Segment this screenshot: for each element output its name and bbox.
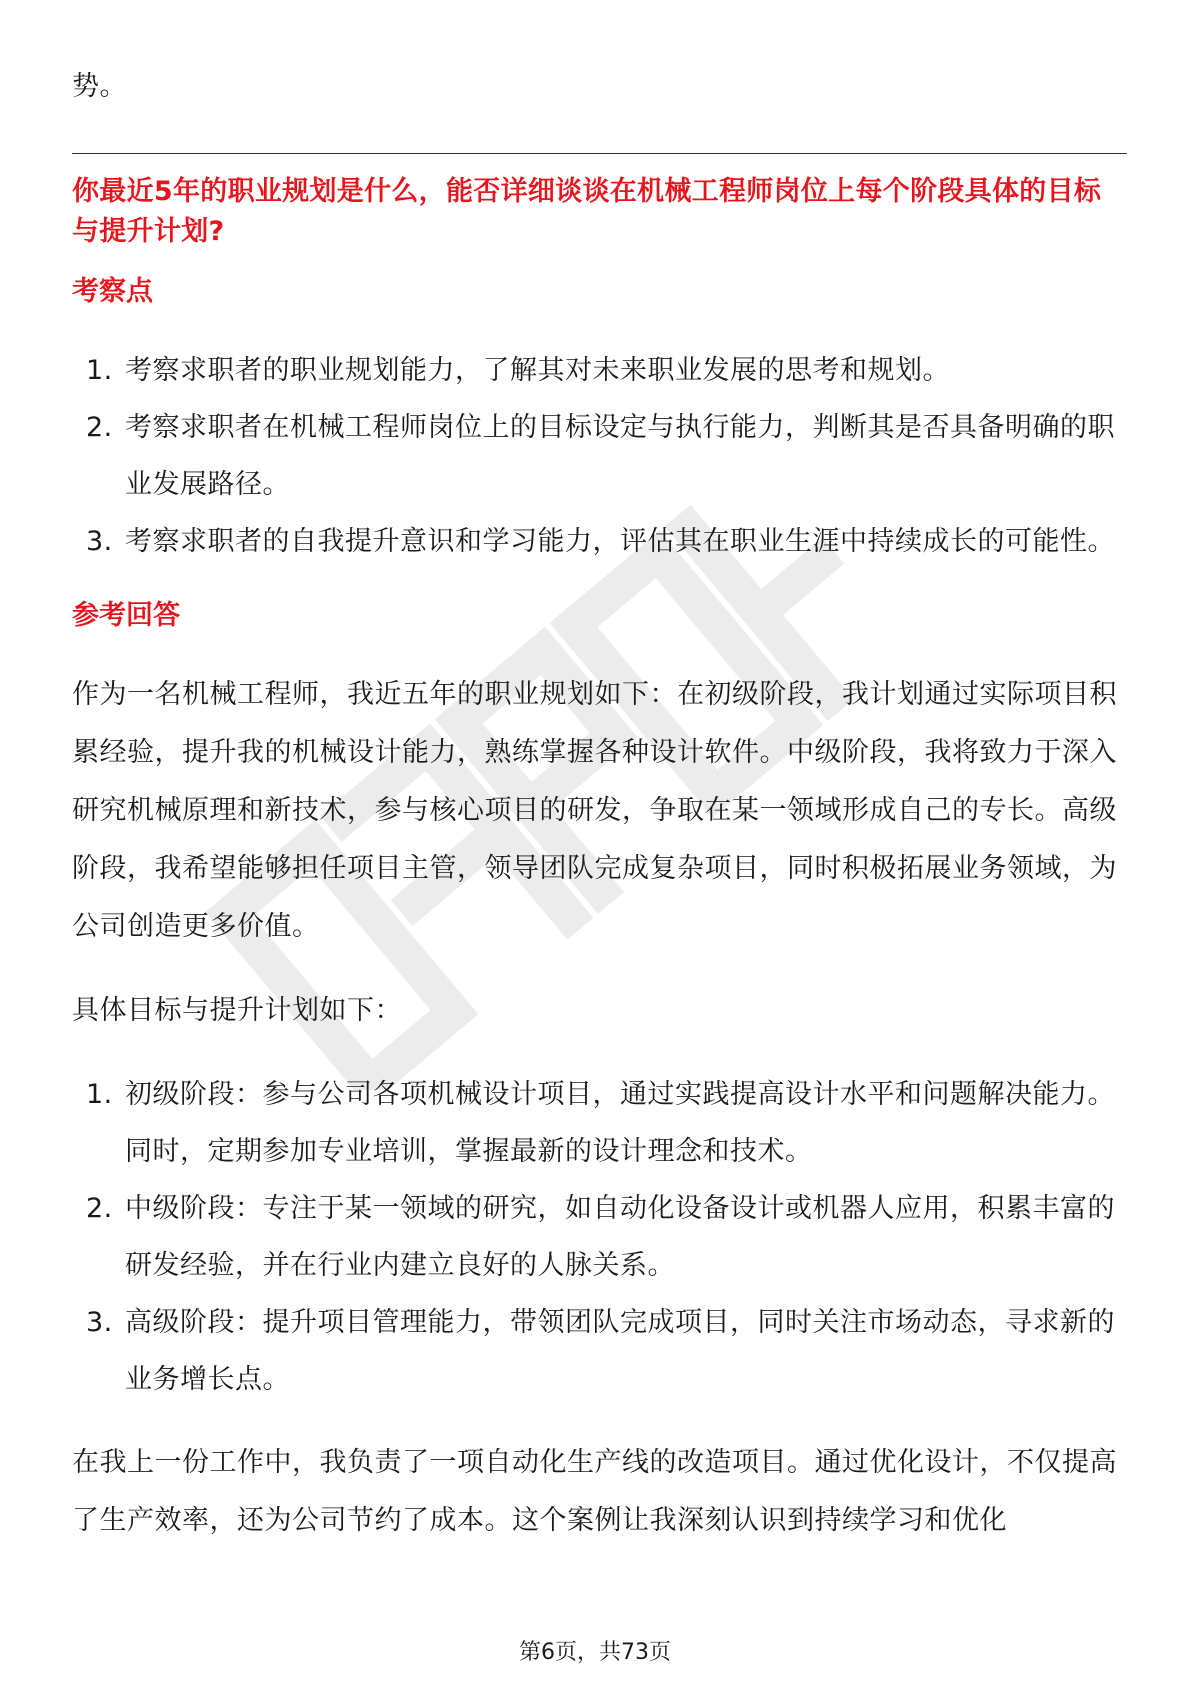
section-divider	[72, 153, 1127, 154]
list-item	[72, 342, 1127, 399]
list-number: 2.	[86, 1193, 113, 1224]
list-item	[72, 1066, 1127, 1180]
list-item-text: 初级阶段：参与公司各项机械设计项目，通过实践提高设计水平和问题解决能力。同时，定期参加专业培训，掌握最新的设计理念和技术。	[125, 1079, 1115, 1167]
list-item-text: 考察求职者的职业规划能力，了解其对未来职业发展的思考和规划。	[125, 355, 950, 386]
list-number: 1.	[86, 355, 113, 386]
list-item	[72, 513, 1127, 570]
examine-heading: 考察点	[72, 276, 153, 307]
list-item-text: 考察求职者在机械工程师岗位上的目标设定与执行能力，判断其是否具备明确的职业发展路径。	[125, 412, 1115, 500]
question-heading: 你最近5年的职业规划是什么，能否详细谈谈在机械工程师岗位上每个阶段具体的目标与提升计划?	[72, 176, 1102, 247]
list-item	[72, 399, 1127, 513]
list-item	[72, 1294, 1127, 1408]
list-item-text: 高级阶段：提升项目管理能力，带领团队完成项目，同时关注市场动态，寻求新的业务增长点。	[125, 1307, 1115, 1395]
answer-paragraph: 作为一名机械工程师，我近五年的职业规划如下：在初级阶段，我计划通过实际项目积累经验，提升我的机械设计能力，熟练掌握各种设计软件。中级阶段，我将致力于深入研究机械原理和新技术，参与核心项目的研发，争取在某一领域形成自己的专长。高级阶段，我希望能够担任项目主管，领导团队完成复杂项目，同时积极拓展业务领域，为公司创造更多价值。	[72, 679, 1117, 942]
list-number: 3.	[86, 526, 113, 557]
list-item-text: 中级阶段：专注于某一领域的研究，如自动化设备设计或机器人应用，积累丰富的研发经验，并在行业内建立良好的人脉关系。	[125, 1193, 1115, 1281]
page-number-footer: 第6页，共73页	[519, 1640, 671, 1665]
list-number: 1.	[86, 1079, 113, 1110]
list-item-text: 考察求职者的自我提升意识和学习能力，评估其在职业生涯中持续成长的可能性。	[125, 526, 1115, 557]
list-number: 3.	[86, 1307, 113, 1338]
continuation-text: 势。	[72, 71, 127, 102]
page-content	[72, 58, 1127, 1576]
plan-list	[72, 1066, 1127, 1408]
answer-heading: 参考回答	[72, 600, 180, 631]
list-number: 2.	[86, 412, 113, 443]
plan-intro-paragraph: 具体目标与提升计划如下：	[72, 995, 402, 1026]
examine-list	[72, 342, 1127, 570]
list-item	[72, 1180, 1127, 1294]
case-paragraph: 在我上一份工作中，我负责了一项自动化生产线的改造项目。通过优化设计，不仅提高了生产效率，还为公司节约了成本。这个案例让我深刻认识到持续学习和优化	[72, 1447, 1117, 1536]
